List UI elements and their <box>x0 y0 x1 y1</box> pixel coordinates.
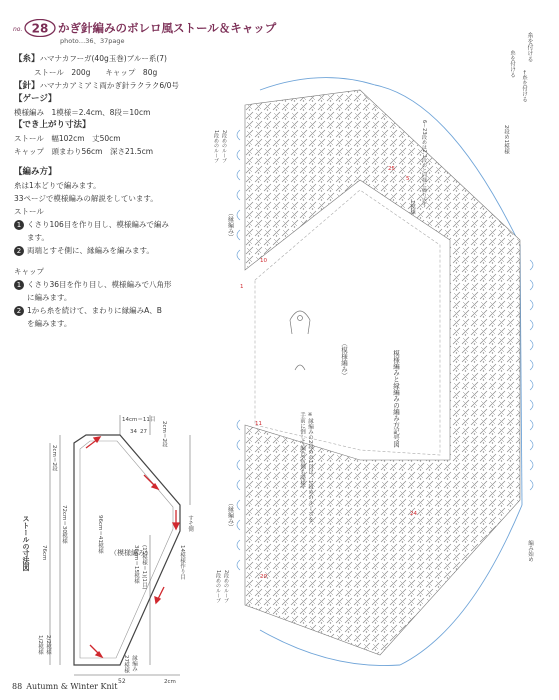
row-label-bottom-1: 1段めのループ <box>215 570 221 604</box>
page-number: 88 <box>12 682 23 691</box>
needle-line <box>14 79 194 93</box>
cap-heading: キャップ <box>14 267 44 276</box>
stole-schematic <box>14 405 200 685</box>
method-intro-2: 33ページで模様編みの解説をしています。 <box>14 194 158 203</box>
dim-inner-2: (15模様＝1)(1目) <box>141 545 147 590</box>
chart-note-2: 手前に倒して編む(右側も同様) <box>299 412 305 488</box>
cap-step-2 <box>14 304 194 317</box>
row-label-top-2: 2段めのループ <box>221 130 227 164</box>
chart-center-label: （模様編み） <box>340 340 348 379</box>
pattern-no-prefix: no. <box>13 26 23 33</box>
dim-bottom-left: 1/2模様 <box>37 635 43 655</box>
chart-note-1: ※縁編みの2段めの1目は、1段めのループを <box>307 412 313 522</box>
chart-right-note-2: 2段め1模様 <box>503 125 509 154</box>
yarn-text-2: ストール 200g キャップ 80g <box>34 68 158 77</box>
chart-right-note-1: ←糸を付ける <box>521 70 527 103</box>
needle-heading: 【針】 <box>14 81 40 91</box>
chart-title: 模様編みと縁編みの編み方記号図 <box>392 350 400 448</box>
instructions-column <box>14 52 194 330</box>
right-margin-note: 糸を付ける <box>526 32 533 62</box>
row-number: 20 <box>260 574 267 580</box>
size-text-1: ストール 幅102cm 丈50cm <box>14 134 121 143</box>
stole-step-1 <box>14 218 194 231</box>
photo-reference: photo…36、37page <box>60 37 125 45</box>
stole-heading: ストール <box>14 207 44 216</box>
book-title: Autumn & Winter Knit <box>26 682 118 691</box>
cap-step-1-cont: に編みます。 <box>27 293 72 302</box>
size-heading: 【でき上がり寸法】 <box>14 120 91 130</box>
stole-step-2-text: 両端とすそ側に、縁編みを編みます。 <box>27 246 154 255</box>
dim-bottom-left-2: 2/2模様 <box>45 635 51 655</box>
row-label-top-1: 1段めのループ <box>213 130 219 164</box>
page-footer <box>12 682 117 691</box>
row-number: 25 <box>388 166 395 172</box>
row-number: 10 <box>260 258 267 264</box>
stole-step-2 <box>14 244 194 257</box>
step-number: 2 <box>14 306 24 316</box>
stole-step-1-cont: ます。 <box>27 233 49 242</box>
step-number: 2 <box>14 246 24 256</box>
dim-bottom-middle-2: 縁編み <box>131 655 137 672</box>
dim-bottom-2: 2cm <box>164 679 176 685</box>
stole-step-1-text: くさり106目を作り目し、模様編みで編み <box>27 220 169 229</box>
cap-step-2-text: 1から糸を続けて、まわりに縁編みA、B <box>27 306 162 315</box>
chart-mid-label: （縁編み） <box>226 500 234 530</box>
pattern-number-badge <box>12 19 58 37</box>
gauge-text: 模様編み 1模様＝2.4cm、8段＝10cm <box>14 108 151 117</box>
method-heading: 【編み方】 <box>14 167 57 177</box>
yarn-text-1: ハマナカフーガ(40g玉巻)ブルー系(7) <box>39 54 167 63</box>
chart-side-marker: 1模様 <box>409 200 415 215</box>
row-number: 11 <box>255 421 262 427</box>
method-intro-1: 糸は1本どりで編みます。 <box>14 181 101 190</box>
step-number: 1 <box>14 220 24 230</box>
row-number: 5 <box>406 176 410 182</box>
dim-inner: 36cm＝15模様 <box>133 545 139 584</box>
row-number: 1 <box>240 284 244 290</box>
dim-bottom-middle: 27模様 <box>123 655 129 673</box>
dimension-lines <box>50 415 190 675</box>
dim-top-left: 2cm＝2段 <box>51 445 57 472</box>
chart-center-note: 6～23段めは2.3段めと同様に繰り返す <box>421 120 427 208</box>
dim-side-2: すそ側 <box>187 515 193 532</box>
dim-side: 14模様作り目 <box>179 545 185 580</box>
yarn-heading: 【糸】 <box>14 54 40 64</box>
stitch-chart <box>200 30 545 685</box>
gauge-heading: 【ゲージ】 <box>14 94 57 104</box>
needle-text: ハマナカアミアミ両かぎ針ラクラク6/0号 <box>39 81 179 90</box>
schematic-center-label: （模様編み） <box>110 549 152 557</box>
dim-right: 34 <box>130 429 137 435</box>
page-title: かぎ針編みのボレロ風ストール＆キャップ <box>58 21 277 35</box>
dim-bottom: 52 <box>118 678 126 685</box>
pattern-number: 28 <box>31 21 49 36</box>
dim-left-1: 72cm＝30模様 <box>61 505 67 544</box>
size-text-2: キャップ 頭まわり56cm 深さ21.5cm <box>14 147 154 156</box>
schematic-title: ストールの寸法図 <box>22 515 30 571</box>
dim-right-2: 27 <box>140 429 147 435</box>
dim-left-2: 96cm＝41模様 <box>97 515 103 554</box>
cap-step-1 <box>14 278 194 291</box>
chart-side-label: （縁編み） <box>226 210 234 240</box>
cap-step-2-cont: を編みます。 <box>27 319 72 328</box>
dim-top: 14cm＝11目 <box>122 417 156 423</box>
chart-edge-note: 糸を付ける <box>509 50 515 78</box>
row-number: 24 <box>410 511 417 517</box>
yarn-line <box>14 52 194 66</box>
cap-step-1-text: くさり36目を作り目し、模様編みで八角形 <box>27 280 172 289</box>
step-number: 1 <box>14 280 24 290</box>
row-label-bottom-2: 2段めのループ <box>223 570 229 604</box>
dim-top-2: 2cm＝2段 <box>161 421 167 448</box>
dim-left-3: 76cm <box>41 545 47 561</box>
chart-bottom-marker: 編み始め <box>527 540 533 562</box>
